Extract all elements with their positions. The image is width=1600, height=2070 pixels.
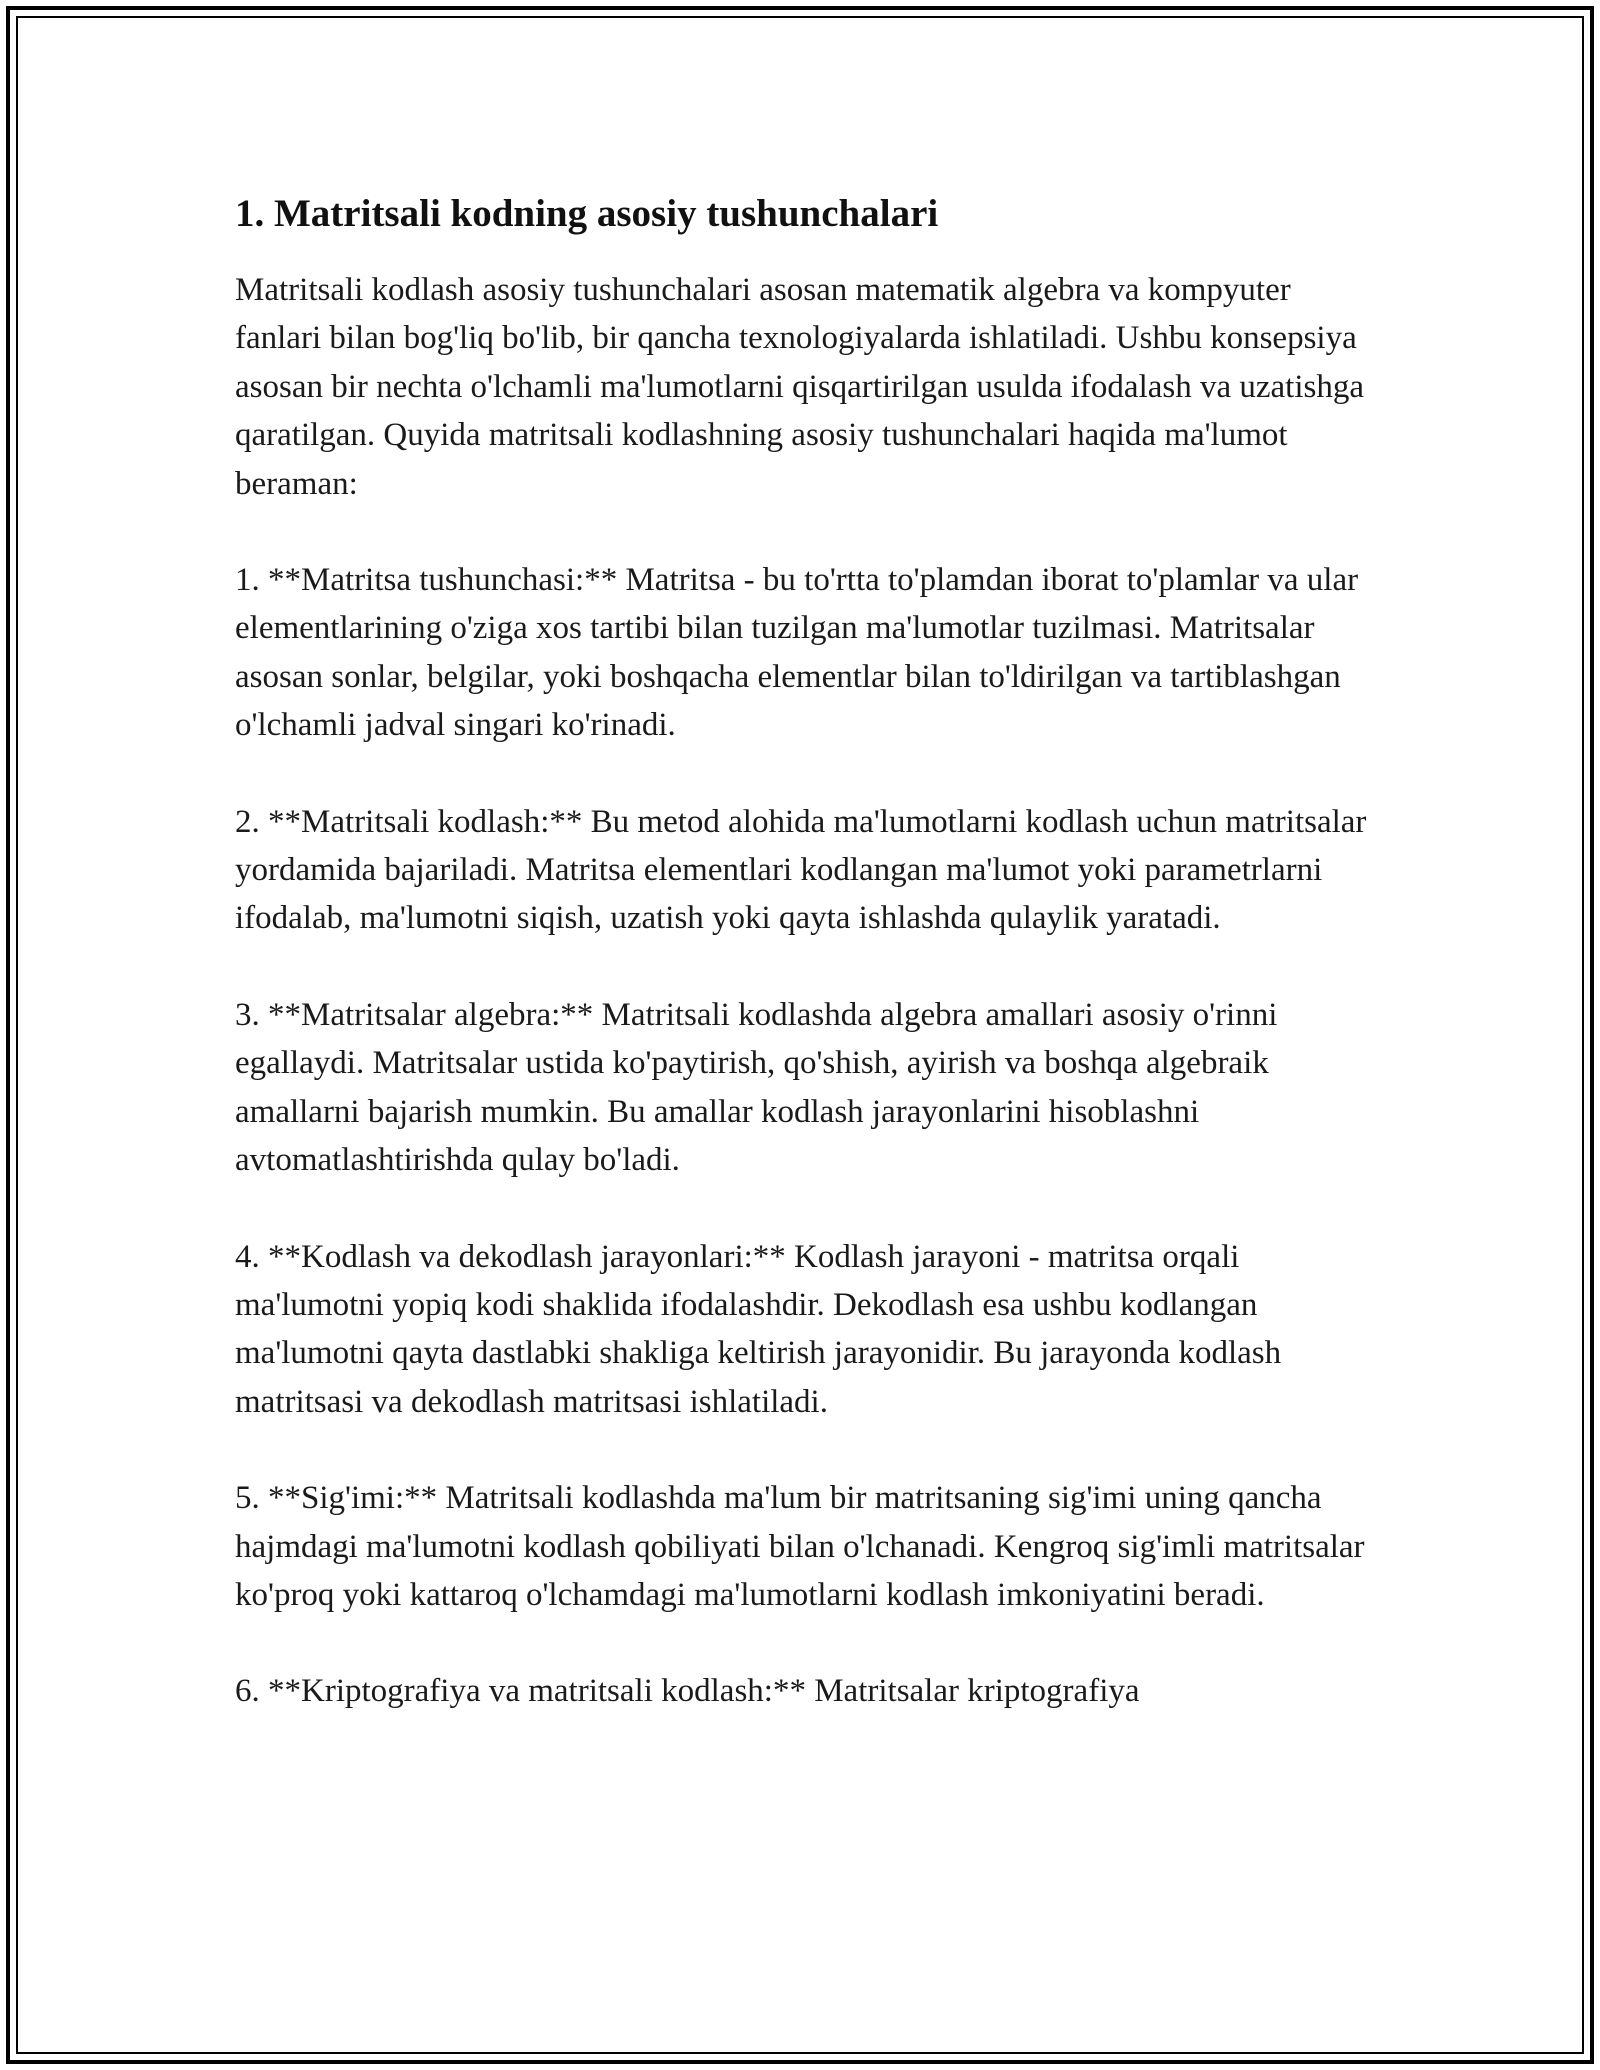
item-matritsali-kodlash: 2. **Matritsali kodlash:** Bu metod alohida ma'lumotlarni kodlash uchun matritsalar yordamida bajariladi. Matritsa elementlari kodlangan ma'lumot yoki parametrlarni ifodalab, ma'lumotni siqish, uzatish yoki qayta ishlashda qulaylik yaratadi. [235,803,1367,937]
intro-paragraph: Matritsali kodlash asosiy tushunchalari asosan matematik algebra va kompyuter fanlari bilan bog'liq bo'lib, bir qancha texnologiyalarda ishlatiladi. Ushbu konsepsiya asosan bir nechta o'lchamli ma'lumotlarni qisqartirilgan usulda ifodalash va uzatishga qaratilgan. Quyida matritsali kodlashning asosiy tushunchalari haqida ma'lumot beraman: [235,272,1364,502]
item-sigimi: 5. **Sig'imi:** Matritsali kodlashda ma'lum bir matritsaning sig'imi uning qancha hajmdagi ma'lumotni kodlash qobiliyati bilan o'lchanadi. Kengroq sig'imli matritsalar ko'proq yoki kattaroq o'lchamdagi ma'lumotlarni kodlash imkoniyatini beradi. [235,1480,1365,1613]
item-matritsa-tushunchasi: 1. **Matritsa tushunchasi:** Matritsa - bu to'rtta to'plamdan iborat to'plamlar va ular elementlarining o'ziga xos tartibi bilan tuzilgan ma'lumotlar tuzilmasi. Matritsalar asosan sonlar, belgilar, yoki boshqacha elementlar bilan to'ldirilgan va tartiblashgan o'lchamli jadval singari ko'rinadi. [235,562,1359,744]
item-kodlash-dekodlash: 4. **Kodlash va dekodlash jarayonlari:** Kodlash jarayoni - matritsa orqali ma'lumotni yopiq kodi shaklida ifodalashdir. Dekodlash esa ushbu kodlangan ma'lumotni qayta dastlabki shakliga keltirish jarayonidir. Bu jarayonda kodlash matritsasi va dekodlash matritsasi ishlatiladi. [235,1238,1282,1420]
section-heading: 1. Matritsali kodning asosiy tushunchalari [235,192,939,235]
item-matritsalar-algebra: 3. **Matritsalar algebra:** Matritsali kodlashda algebra amallari asosiy o'rinni egallaydi. Matritsalar ustida ko'paytirish, qo'shish, ayirish va boshqa algebraik amallarni bajarish mumkin. Bu amallar kodlash jarayonlarini hisoblashni avtomatlashtirishda qulay bo'ladi. [235,996,1278,1179]
document-body [235,188,1375,1764]
item-kriptografiya: 6. **Kriptografiya va matritsali kodlash:** Matritsalar kriptografiya [235,1673,1140,1710]
